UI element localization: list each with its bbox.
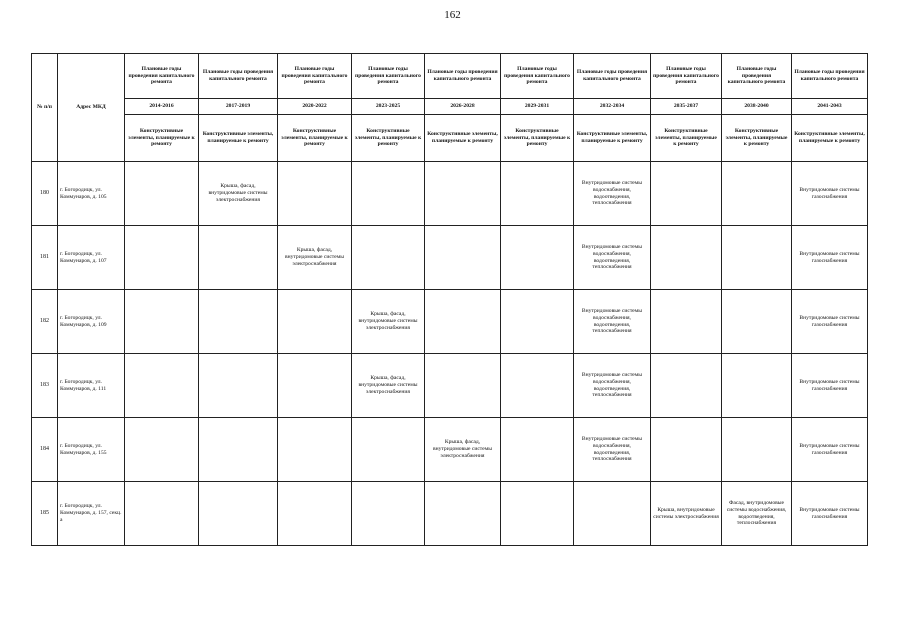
planned-elements-cell bbox=[651, 162, 722, 226]
year-range-header: 2038-2040 bbox=[722, 99, 792, 115]
planned-elements-cell: Крыша, фасад, внутридомовые системы электроснабжения bbox=[352, 354, 425, 418]
planned-elements-cell bbox=[722, 226, 792, 290]
period-header: Плановые годы проведения капитального ремонта bbox=[501, 54, 574, 99]
planned-elements-cell bbox=[278, 290, 352, 354]
planned-elements-cell bbox=[278, 354, 352, 418]
capital-repair-table bbox=[31, 53, 868, 546]
period-header: Плановые годы проведения капитального ремонта bbox=[574, 54, 651, 99]
row-address: г. Богородицк, ул. Коммунаров, д. 107 bbox=[58, 226, 125, 290]
planned-elements-cell: Внутридомовые системы газоснабжения bbox=[792, 418, 868, 482]
planned-elements-cell: Фасад, внутридомовые системы водоснабжения, водоотведения, теплоснабжения bbox=[722, 482, 792, 546]
row-number: 182 bbox=[32, 290, 58, 354]
planned-elements-cell bbox=[722, 418, 792, 482]
planned-elements-cell: Крыша, внутридомовые системы электроснабжения bbox=[651, 482, 722, 546]
year-range-header: 2020-2022 bbox=[278, 99, 352, 115]
period-header: Плановые годы проведения капитального ремонта bbox=[278, 54, 352, 99]
planned-elements-cell bbox=[199, 354, 278, 418]
planned-elements-cell bbox=[651, 226, 722, 290]
planned-elements-cell bbox=[651, 354, 722, 418]
planned-elements-cell bbox=[199, 226, 278, 290]
planned-elements-cell bbox=[425, 226, 501, 290]
period-header: Плановые годы проведения капитального ремонта bbox=[352, 54, 425, 99]
planned-elements-cell bbox=[125, 290, 199, 354]
row-address: г. Богородицк, ул. Коммунаров, д. 157, секц. а bbox=[58, 482, 125, 546]
planned-elements-cell bbox=[352, 162, 425, 226]
period-header: Плановые годы проведения капитального ремонта bbox=[199, 54, 278, 99]
year-range-header: 2026-2028 bbox=[425, 99, 501, 115]
elements-header: Конструктивные элементы, планируемые к ремонту bbox=[651, 115, 722, 162]
planned-elements-cell bbox=[352, 226, 425, 290]
table-row bbox=[32, 290, 868, 354]
table-row bbox=[32, 354, 868, 418]
period-header: Плановые годы проведения капитального ремонта bbox=[125, 54, 199, 99]
planned-elements-cell bbox=[722, 162, 792, 226]
planned-elements-cell bbox=[722, 290, 792, 354]
planned-elements-cell bbox=[574, 482, 651, 546]
table-row bbox=[32, 162, 868, 226]
planned-elements-cell: Крыша, фасад, внутридомовые системы электроснабжения bbox=[278, 226, 352, 290]
planned-elements-cell: Внутридомовые системы водоснабжения, водоотведения, теплоснабжения bbox=[574, 354, 651, 418]
planned-elements-cell bbox=[352, 418, 425, 482]
table-row bbox=[32, 482, 868, 546]
period-header: Плановые годы проведения капитального ремонта bbox=[651, 54, 722, 99]
elements-header: Конструктивные элементы, планируемые к ремонту bbox=[125, 115, 199, 162]
page-number: 162 bbox=[444, 9, 461, 21]
elements-header: Конструктивные элементы, планируемые к ремонту bbox=[352, 115, 425, 162]
elements-header: Конструктивные элементы, планируемые к ремонту bbox=[425, 115, 501, 162]
planned-elements-cell bbox=[278, 418, 352, 482]
year-range-header: 2014-2016 bbox=[125, 99, 199, 115]
planned-elements-cell bbox=[125, 162, 199, 226]
planned-elements-cell: Внутридомовые системы газоснабжения bbox=[792, 226, 868, 290]
planned-elements-cell: Внутридомовые системы водоснабжения, водоотведения, теплоснабжения bbox=[574, 418, 651, 482]
planned-elements-cell bbox=[425, 162, 501, 226]
planned-elements-cell bbox=[125, 418, 199, 482]
planned-elements-cell bbox=[125, 226, 199, 290]
planned-elements-cell bbox=[199, 418, 278, 482]
elements-header: Конструктивные элементы, планируемые к ремонту bbox=[574, 115, 651, 162]
planned-elements-cell: Внутридомовые системы газоснабжения bbox=[792, 290, 868, 354]
planned-elements-cell bbox=[651, 290, 722, 354]
row-address: г. Богородицк, ул. Коммунаров, д. 111 bbox=[58, 354, 125, 418]
planned-elements-cell bbox=[425, 290, 501, 354]
planned-elements-cell bbox=[352, 482, 425, 546]
planned-elements-cell: Внутридомовые системы водоснабжения, водоотведения, теплоснабжения bbox=[574, 290, 651, 354]
planned-elements-cell bbox=[278, 162, 352, 226]
column-header-number: № п/п bbox=[32, 54, 58, 162]
column-header-address: Адрес МКД bbox=[58, 54, 125, 162]
row-address: г. Богородицк, ул. Коммунаров, д. 105 bbox=[58, 162, 125, 226]
planned-elements-cell bbox=[199, 482, 278, 546]
year-range-header: 2032-2034 bbox=[574, 99, 651, 115]
elements-header: Конструктивные элементы, планируемые к ремонту bbox=[722, 115, 792, 162]
planned-elements-cell: Внутридомовые системы водоснабжения, водоотведения, теплоснабжения bbox=[574, 162, 651, 226]
elements-header: Конструктивные элементы, планируемые к ремонту bbox=[501, 115, 574, 162]
year-range-header: 2017-2019 bbox=[199, 99, 278, 115]
year-range-header: 2035-2037 bbox=[651, 99, 722, 115]
period-header: Плановые годы проведения капитального ремонта bbox=[425, 54, 501, 99]
row-number: 183 bbox=[32, 354, 58, 418]
row-number: 181 bbox=[32, 226, 58, 290]
year-range-header: 2023-2025 bbox=[352, 99, 425, 115]
year-range-header: 2041-2043 bbox=[792, 99, 868, 115]
row-number: 184 bbox=[32, 418, 58, 482]
planned-elements-cell bbox=[501, 354, 574, 418]
planned-elements-cell bbox=[722, 354, 792, 418]
period-header: Плановые годы проведения капитального ремонта bbox=[722, 54, 792, 99]
planned-elements-cell bbox=[501, 226, 574, 290]
table-row bbox=[32, 418, 868, 482]
planned-elements-cell bbox=[425, 482, 501, 546]
year-range-header: 2029-2031 bbox=[501, 99, 574, 115]
planned-elements-cell bbox=[425, 354, 501, 418]
planned-elements-cell: Внутридомовые системы газоснабжения bbox=[792, 162, 868, 226]
planned-elements-cell bbox=[125, 482, 199, 546]
planned-elements-cell bbox=[199, 290, 278, 354]
row-number: 185 bbox=[32, 482, 58, 546]
planned-elements-cell bbox=[125, 354, 199, 418]
row-number: 180 bbox=[32, 162, 58, 226]
elements-header: Конструктивные элементы, планируемые к ремонту bbox=[199, 115, 278, 162]
planned-elements-cell: Крыша, фасад, внутридомовые системы электроснабжения bbox=[352, 290, 425, 354]
planned-elements-cell: Крыша, фасад, внутридомовые системы электроснабжения bbox=[199, 162, 278, 226]
planned-elements-cell bbox=[501, 162, 574, 226]
elements-header: Конструктивные элементы, планируемые к ремонту bbox=[792, 115, 868, 162]
planned-elements-cell: Крыша, фасад, внутридомовые системы электроснабжения bbox=[425, 418, 501, 482]
planned-elements-cell bbox=[501, 482, 574, 546]
elements-header: Конструктивные элементы, планируемые к ремонту bbox=[278, 115, 352, 162]
planned-elements-cell: Внутридомовые системы газоснабжения bbox=[792, 482, 868, 546]
planned-elements-cell bbox=[651, 418, 722, 482]
row-address: г. Богородицк, ул. Коммунаров, д. 109 bbox=[58, 290, 125, 354]
planned-elements-cell bbox=[278, 482, 352, 546]
planned-elements-cell bbox=[501, 418, 574, 482]
table-row bbox=[32, 226, 868, 290]
planned-elements-cell: Внутридомовые системы водоснабжения, водоотведения, теплоснабжения bbox=[574, 226, 651, 290]
period-header: Плановые годы проведения капитального ремонта bbox=[792, 54, 868, 99]
planned-elements-cell bbox=[501, 290, 574, 354]
row-address: г. Богородицк, ул. Коммунаров, д. 155 bbox=[58, 418, 125, 482]
planned-elements-cell: Внутридомовые системы газоснабжения bbox=[792, 354, 868, 418]
